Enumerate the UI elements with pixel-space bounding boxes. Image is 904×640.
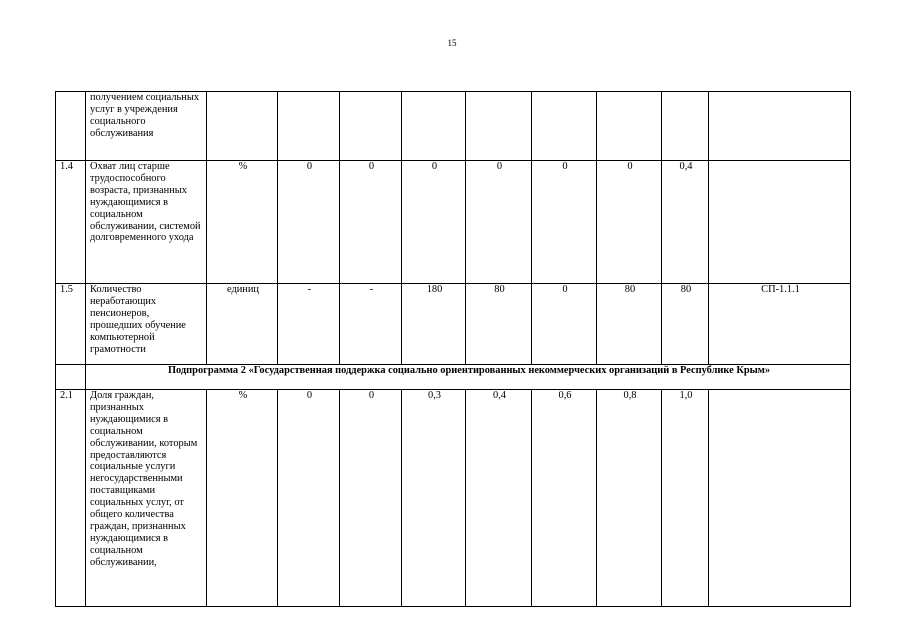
value-cell xyxy=(466,92,532,161)
table-row xyxy=(56,284,851,365)
indicator-name: Количество неработающих пенсионеров, прошедших обучение компьютерной грамотности xyxy=(86,284,207,365)
value-cell: 1,0 xyxy=(662,390,709,607)
subprogram-title: Подпрограмма 2 «Государственная поддержка социально ориентированных некоммерческих организаций в Республике Крым» xyxy=(86,365,851,390)
row-number: 1.5 xyxy=(56,284,86,365)
row-number xyxy=(56,92,86,161)
row-number: 1.4 xyxy=(56,161,86,284)
indicator-name: Охват лиц старше трудоспособного возраста, признанных нуждающимися в социальном обслуживании, системой долговременного ухода xyxy=(86,161,207,284)
value-cell: 0 xyxy=(532,161,597,284)
value-cell xyxy=(278,92,340,161)
value-cell xyxy=(402,92,466,161)
row-number xyxy=(56,365,86,390)
row-number: 2.1 xyxy=(56,390,86,607)
table-row xyxy=(56,390,851,607)
value-cell xyxy=(532,92,597,161)
unit-cell: % xyxy=(207,161,278,284)
table-row xyxy=(56,92,851,161)
value-cell: - xyxy=(340,284,402,365)
reference-cell xyxy=(709,92,851,161)
value-cell: 180 xyxy=(402,284,466,365)
value-cell xyxy=(340,92,402,161)
table-row xyxy=(56,161,851,284)
value-cell: 0 xyxy=(597,161,662,284)
value-cell xyxy=(597,92,662,161)
value-cell: 80 xyxy=(662,284,709,365)
value-cell: 0 xyxy=(532,284,597,365)
reference-cell xyxy=(709,390,851,607)
indicator-name: получением социальных услуг в учреждения социального обслуживания xyxy=(86,92,207,161)
reference-cell: СП-1.1.1 xyxy=(709,284,851,365)
value-cell: 0 xyxy=(278,161,340,284)
value-cell: 0,4 xyxy=(662,161,709,284)
value-cell: 0 xyxy=(402,161,466,284)
value-cell: 0 xyxy=(340,161,402,284)
value-cell: 0,4 xyxy=(466,390,532,607)
subprogram-row xyxy=(56,365,851,390)
value-cell: 0 xyxy=(340,390,402,607)
value-cell: 80 xyxy=(597,284,662,365)
value-cell: 0,6 xyxy=(532,390,597,607)
unit-cell: единиц xyxy=(207,284,278,365)
value-cell: 0,8 xyxy=(597,390,662,607)
value-cell xyxy=(662,92,709,161)
indicators-table xyxy=(55,91,851,607)
unit-cell xyxy=(207,92,278,161)
indicator-name: Доля граждан, признанных нуждающимися в социальном обслуживании, которым предоставляются социальные услуги негосударственными поставщиками социальных услуг, от общего количества граждан, признанных нуждающимися в социальном обслуживании, xyxy=(86,390,207,607)
unit-cell: % xyxy=(207,390,278,607)
reference-cell xyxy=(709,161,851,284)
value-cell: 0 xyxy=(278,390,340,607)
value-cell: 0 xyxy=(466,161,532,284)
value-cell: 0,3 xyxy=(402,390,466,607)
value-cell: 80 xyxy=(466,284,532,365)
value-cell: - xyxy=(278,284,340,365)
page-number: 15 xyxy=(447,38,457,48)
